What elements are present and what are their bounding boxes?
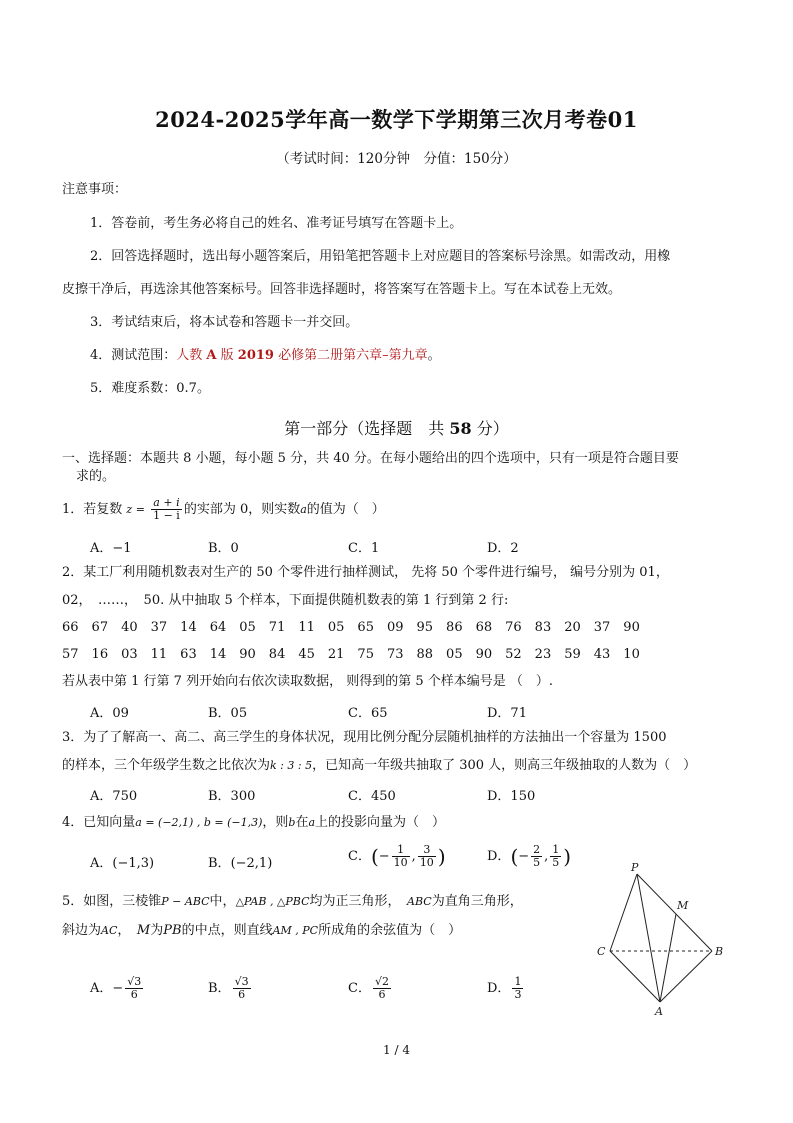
note-item-2-cont: 皮擦干净后，再选涂其他答案标号。回答非选择题时，将答案写在答题卡上。写在本试卷上无效。 [62, 282, 622, 297]
note-item-5: 5．难度系数：0.7。 [90, 381, 210, 396]
question-2: 2．某工厂利用随机数表对生产的 50 个零件进行抽样测试， 先将 50 个零件进行编号， 编号分别为 01， [62, 565, 669, 580]
q4-option-b: B．(−2,1) [208, 856, 273, 871]
q1-fraction: $\frac{a + i}{1 - i}$ [153, 496, 180, 522]
question-2-cont: 02， ……， 50. 从中抽取 5 个样本，下面提供随机数表的第 1 行到第 2 行: [62, 593, 509, 608]
q2-option-d: D．71 [487, 706, 527, 721]
question-5-cont: 斜边为AC， M为PB的中点，则直线AM , PC所成角的余弦值为（ ） [62, 923, 462, 938]
q3-option-b: B．300 [208, 789, 256, 804]
random-table-row-2: 57 16 03 11 63 14 90 84 45 21 75 73 88 05 90 52 23 59 43 10 [62, 647, 640, 662]
edge-pa [637, 874, 660, 1002]
question-1: 1．若复数 z = $\frac{a + i}{1 - i}$ 的实部为 0，则实数a的值为（ ） [62, 496, 385, 522]
q1-option-b: B．0 [208, 541, 239, 556]
section-intro: 一、选择题：本题共 8 小题，每小题 5 分，共 40 分。在每小题给出的四个选项中，只有一项是符合题目要 [62, 451, 679, 466]
exam-subtitle: （考试时间：120分钟 分值：150分） [276, 151, 517, 167]
note-item-2: 2．回答选择题时，选出每小题答案后，用铅笔把答题卡上对应题目的答案标号涂黑。如需改动，用橡 [90, 249, 671, 264]
q1-option-d: D．2 [487, 541, 519, 556]
random-table-row-1: 66 67 40 37 14 64 05 71 11 05 65 09 95 86 68 76 83 20 37 90 [62, 620, 640, 635]
note-item-4-prefix: 4．测试范围： [90, 348, 177, 363]
part-heading: 第一部分（选择题 共 58 分） [284, 419, 509, 438]
q5-option-b: B． $\frac{√3}{6}$ [208, 975, 249, 1001]
exam-title: 2024-2025学年高一数学下学期第三次月考卷01 [155, 107, 638, 132]
q3-option-a: A．750 [90, 789, 138, 804]
q2-option-b: B．05 [208, 706, 248, 721]
q1-option-c: C．1 [348, 541, 380, 556]
note-item-4: 4．测试范围：人教 A 版 2019 必修第二册第六章–第九章。 [90, 348, 441, 363]
note-item-1: 1．答卷前，考生务必将自己的姓名、准考证号填写在答题卡上。 [90, 216, 463, 231]
question-3-cont: 的样本，三个年级学生数之比依次为k : 3 : 5，已知高一年级共抽取了 300 人，则高三年级抽取的人数为（ ） [62, 758, 697, 773]
q4-option-c: C．(− $\frac{1}{10}$ , $\frac{3}{10}$ ) [348, 843, 446, 869]
edge-pc [610, 874, 637, 951]
note-item-3: 3．考试结束后，将本试卷和答题卡一并交回。 [90, 315, 359, 330]
label-a: A [655, 1005, 663, 1018]
edge-pb [637, 874, 712, 951]
label-m: M [677, 899, 689, 912]
tetrahedron-figure [590, 862, 740, 1022]
question-3: 3．为了了解高一、高二、高三学生的身体状况，现用比例分配分层随机抽样的方法抽出一个容量为 1500 [62, 730, 667, 745]
q2-option-c: C．65 [348, 706, 388, 721]
q4-option-d: D．(− $\frac{2}{5}$ , $\frac{1}{5}$ ) [487, 843, 572, 869]
label-p: P [631, 862, 639, 874]
question-5: 5．如图，三棱锥P − ABC中，△PAB , △PBC均为正三角形， ABC为直角三角形， [62, 894, 523, 909]
note-item-4-scope: 人教 A 版 2019 必修第二册第六章–第九章 [176, 348, 428, 363]
q5-option-a: A．− $\frac{√3}{6}$ [90, 975, 142, 1001]
section-intro-cont: 求的。 [76, 469, 116, 484]
q2-option-a: A．09 [90, 706, 129, 721]
q5-option-d: D． $\frac{1}{3}$ [487, 975, 522, 1001]
q3-option-c: C．450 [348, 789, 396, 804]
question-4: 4．已知向量a = (−2,1) , b = (−1,3)，则b在a上的投影向量为（ ） [62, 815, 446, 830]
q4-option-a: A．(−1,3) [90, 856, 155, 871]
label-b: B [715, 945, 724, 958]
notes-heading: 注意事项： [62, 182, 128, 197]
label-c: C [597, 945, 606, 958]
q3-option-d: D．150 [487, 789, 536, 804]
q1-option-a: A．−1 [90, 541, 132, 556]
question-2-ask: 若从表中第 1 行第 7 列开始向右依次读取数据， 则得到的第 5 个样本编号是 （ ）. [62, 674, 554, 689]
q5-option-c: C． $\frac{√2}{6}$ [348, 975, 389, 1001]
page-number: 1 / 4 [383, 1043, 410, 1057]
